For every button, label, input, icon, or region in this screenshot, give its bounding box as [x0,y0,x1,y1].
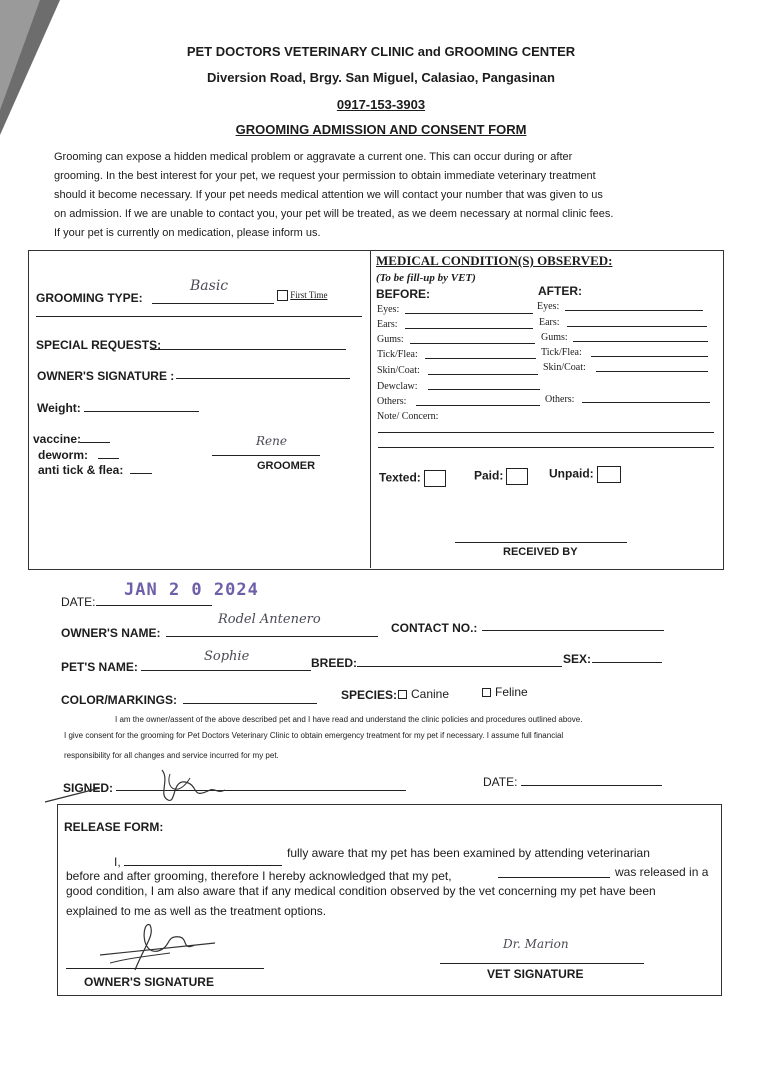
groomer-label: GROOMER [257,460,316,472]
vet-signature-caption: VET SIGNATURE [487,967,584,981]
consent-date-line[interactable] [521,785,662,786]
groomer-value[interactable]: Rene [256,434,287,448]
received-by-line[interactable] [455,542,627,543]
pet-name-label: PET'S NAME: [61,660,138,674]
note-label: Note/ Concern: [377,411,439,422]
release-line-4: explained to me as well as the treatment options. [66,904,327,918]
pet-name-value[interactable]: Sophie [204,649,250,664]
signed-label: SIGNED: [63,781,114,795]
intro-line-5: If your pet is currently on medication, please inform us. [54,227,321,239]
date-label: DATE: [61,595,96,609]
release-owner-line[interactable] [66,968,264,969]
texted-option[interactable] [379,470,446,487]
intro-line-4: on admission. If we are unable to contact you, your pet will be treated, as we deem necessary at normal clinic fees. [54,208,614,220]
after-tick-label: Tick/Flea: [541,347,582,358]
species-label: SPECIES: [341,688,398,702]
deworm-line[interactable] [98,458,119,459]
before-ears-label: Ears: [377,319,398,330]
owner-signature-line[interactable] [176,378,350,379]
after-others-label: Others: [545,394,575,405]
paid-label: Paid: [474,468,504,483]
release-pet-line[interactable] [498,877,610,878]
unpaid-option[interactable] [549,466,621,483]
canine-label: Canine [411,687,450,701]
first-time-label: First Time [290,290,328,300]
release-line-2b: was released in a [615,865,709,879]
medical-title: MEDICAL CONDITION(S) OBSERVED: [376,253,613,268]
color-line[interactable] [183,703,317,704]
special-requests-line[interactable] [150,349,346,350]
first-time-checkbox[interactable] [277,290,288,301]
anti-tick-label: anti tick & flea: [38,463,124,477]
canine-option[interactable] [398,687,449,701]
release-line-2a: before and after grooming, therefore I hereby acknowledged that my pet, [66,869,452,883]
medical-subtitle: (To be fill-up by VET) [376,272,476,284]
grooming-type-value[interactable]: Basic [190,278,229,294]
owner-name-line [166,636,378,637]
after-gums-line[interactable] [573,341,708,342]
date-line [96,605,212,606]
texted-checkbox[interactable] [424,470,446,487]
canine-checkbox[interactable] [398,690,407,699]
release-title: RELEASE FORM: [64,820,164,834]
box-divider [370,251,371,568]
paid-option[interactable] [474,468,528,485]
release-name-line[interactable] [124,865,282,866]
before-eyes-label: Eyes: [377,304,400,315]
consent-line-2: I give consent for the grooming for Pet Doctors Veterinary Clinic to obtain emergency treatment for my pet if necessary. I assume full financial [64,731,564,740]
first-time-option[interactable] [277,290,328,301]
texted-label: Texted: [379,470,421,485]
breed-line[interactable] [357,666,562,667]
before-gums-label: Gums: [377,334,404,345]
vaccine-label: vaccine: [33,432,82,446]
release-line-3: good condition, I am also aware that if any medical condition observed by the vet concerning my pet have been [66,884,656,898]
clinic-address: Diversion Road, Brgy. San Miguel, Calasiao, Pangasinan [207,70,555,85]
note-line-2[interactable] [378,447,714,448]
after-ears-line[interactable] [567,326,707,327]
weight-line[interactable] [84,411,199,412]
consent-date-label: DATE: [483,775,518,789]
grooming-type-extra-line [36,316,362,317]
feline-checkbox[interactable] [482,688,491,697]
vet-signature-value[interactable]: Dr. Marion [503,937,569,951]
before-skin-label: Skin/Coat: [377,365,420,376]
pet-name-line [141,670,311,671]
vaccine-line[interactable] [80,442,110,443]
contact-label: CONTACT NO.: [391,621,478,635]
release-line-1a: I, [114,855,121,869]
owner-signature-caption: OWNER'S SIGNATURE [84,975,214,989]
before-tick-label: Tick/Flea: [377,349,418,360]
deworm-label: deworm: [38,448,89,462]
before-tick-line[interactable] [425,358,536,359]
sex-label: SEX: [563,652,592,666]
clinic-name: PET DOCTORS VETERINARY CLINIC and GROOMING CENTER [186,44,576,59]
after-tick-line[interactable] [591,356,708,357]
grooming-type-label: GROOMING TYPE: [36,291,143,305]
dewclaw-line[interactable] [428,389,540,390]
date-stamp[interactable]: JAN 2 0 2024 [124,580,259,600]
sex-line[interactable] [592,662,662,663]
after-ears-label: Ears: [539,317,560,328]
breed-label: BREED: [311,656,358,670]
owner-signature-scribble [40,760,230,810]
unpaid-checkbox[interactable] [597,466,621,483]
before-skin-line[interactable] [428,374,538,375]
consent-line-3: responsibility for all changes and service incurred for my pet. [64,751,279,760]
after-eyes-line[interactable] [565,310,703,311]
after-others-line[interactable] [582,402,710,403]
special-requests-label: SPECIAL REQUESTS: [36,338,162,352]
anti-tick-line[interactable] [130,473,152,474]
note-line-1[interactable] [378,432,714,433]
form-title: GROOMING ADMISSION AND CONSENT FORM [235,122,527,137]
color-label: COLOR/MARKINGS: [61,693,177,707]
owner-name-value[interactable]: Rodel Antenero [218,612,321,627]
received-by-label: RECEIVED BY [503,546,578,558]
after-gums-label: Gums: [541,332,568,343]
contact-line[interactable] [482,630,664,631]
weight-label: Weight: [37,401,81,415]
before-others-label: Others: [377,396,407,407]
before-gums-line[interactable] [410,343,535,344]
after-eyes-label: Eyes: [537,301,560,312]
clinic-phone: 0917-153-3903 [336,97,426,112]
unpaid-label: Unpaid: [549,466,594,481]
before-others-line[interactable] [416,405,540,406]
feline-option[interactable] [482,685,528,699]
owner-name-label: OWNER'S NAME: [61,626,161,640]
paid-checkbox[interactable] [506,468,528,485]
after-label: AFTER: [538,284,582,298]
release-line-1b: fully aware that my pet has been examined by attending veterinarian [287,846,650,860]
intro-line-2: grooming. In the best interest for your pet, we request your permission to obtain immediate veterinary treatment [54,170,596,182]
owner-signature-label: OWNER'S SIGNATURE : [37,369,175,383]
after-skin-label: Skin/Coat: [543,362,586,373]
vet-signature-line[interactable] [440,963,644,964]
grooming-type-line [152,303,274,304]
feline-label: Feline [495,685,528,699]
after-skin-line[interactable] [596,371,708,372]
groomer-line [212,455,320,456]
intro-line-3: should it become necessary. If your pet needs medical attention we will contact your number that was given to us [54,189,603,201]
before-label: BEFORE: [376,287,430,301]
intro-line-1: Grooming can expose a hidden medical problem or aggravate a current one. This can occur during or after [54,151,573,163]
dewclaw-label: Dewclaw: [377,381,418,392]
before-eyes-line[interactable] [405,313,533,314]
before-ears-line[interactable] [405,328,533,329]
consent-line-1: I am the owner/assent of the above described pet and I have read and understand the clinic policies and procedures outlined above. [115,715,583,724]
